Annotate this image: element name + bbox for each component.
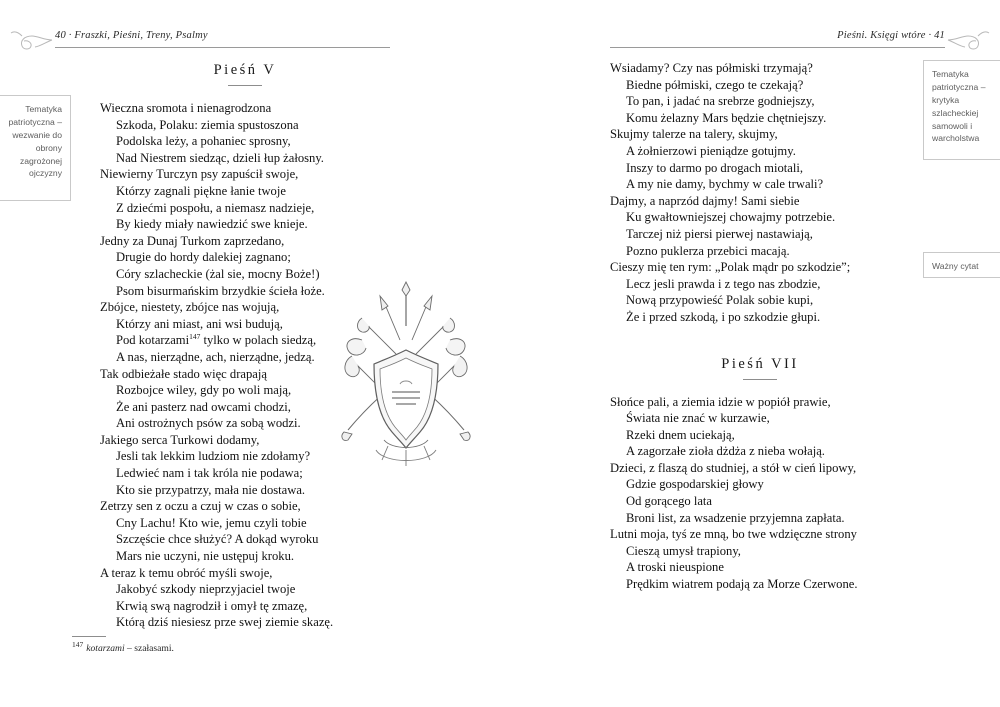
- verse-line: Słońce pali, a ziemia idzie w popiół prawie,: [610, 394, 831, 409]
- poem-verse-piesn-7: [610, 394, 910, 593]
- verse-line: A żołnierzowi pieniądze gotujmy.: [626, 143, 796, 158]
- verse-line: A troski nieuspione: [626, 560, 724, 575]
- margin-note-important-quote: Ważny cytat: [923, 252, 1000, 278]
- verse-line: Jesli tak lekkim ludziom nie zdołamy?: [116, 449, 311, 464]
- footnote-reference[interactable]: 147: [189, 332, 201, 342]
- verse-line: Że i przed szkodą, i po szkodzie głupi.: [626, 309, 821, 324]
- verse-line: A my nie damy, bychmy w cale trwali?: [626, 177, 824, 192]
- footnote-term: kotarzami: [86, 643, 125, 654]
- verse-line: Wsiadamy? Czy nas półmiski trzymają?: [610, 61, 813, 75]
- poem-title-piesn-7: Pieśń VII: [610, 356, 910, 380]
- verse-line: Rzeki dnem uciekają,: [626, 427, 735, 442]
- footnote-area: [72, 636, 392, 655]
- verse-line: Którzy ani miast, ani wsi budują,: [116, 316, 283, 331]
- verse-line: Szkoda, Polaku: ziemia spustoszona: [116, 117, 299, 132]
- verse-line: Świata nie znać w kurzawie,: [626, 411, 770, 426]
- verse-line: Że ani pasterz nad owcami chodzi,: [116, 399, 291, 414]
- verse-line: Ani ostrożnych psów za sobą wodzi.: [116, 416, 301, 431]
- verse-line: Lutni moja, tyś ze mną, bo twe wdzięczne strony: [610, 527, 857, 542]
- verse-line: Zbójce, niestety, zbójce nas wojują,: [100, 300, 280, 315]
- verse-line: Ku gwałtowniejszej chowajmy potrzebie.: [626, 210, 836, 225]
- verse-line: Komu żelazny Mars będzie chętniejszy.: [626, 110, 827, 125]
- verse-line: Podolska leży, a pohaniec sprosny,: [116, 134, 291, 149]
- verse-line: Od gorącego lata: [626, 494, 713, 509]
- footnote-definition: – szałasami.: [124, 643, 174, 654]
- verse-line: Pod kotarzami$^{147}$ tylko w polach siedzą,: [116, 332, 317, 348]
- verse-line: Dzieci, z flaszą do studniej, a stół w cień lipowy,: [610, 460, 857, 475]
- verse-line: A teraz k temu obróć myśli swoje,: [100, 565, 273, 580]
- verse-line: Jakobyć szkody nieprzyjaciel twoje: [116, 582, 296, 597]
- footnote-rule: [72, 636, 106, 637]
- running-head-left: 40 · Fraszki, Pieśni, Treny, Psalmy: [55, 30, 208, 41]
- coat-of-arms-with-weapons-emblem: [322, 280, 490, 480]
- verse-line: Krwią swą nagrodził i omył tę zmazę,: [116, 598, 308, 613]
- verse-line: Wieczna sromota i nienagrodzona: [100, 101, 272, 115]
- footnote-147: [72, 639, 392, 655]
- right-page-body: [610, 60, 910, 593]
- verse-line: Zetrzy sen z oczu a czuj w czas o sobie,: [100, 499, 301, 514]
- verse-line: Rozbojce wiley, gdy po woli mają,: [116, 383, 292, 398]
- verse-line: Córy szlacheckie (żal sie, mocny Boże!): [116, 266, 320, 281]
- verse-line: Prędkim wiatrem podają za Morze Czerwone.: [626, 577, 858, 592]
- verse-line: Z dziećmi pospołu, a niemasz nadzieje,: [116, 200, 315, 215]
- flourish-ornament-icon: [946, 24, 992, 54]
- verse-line: Jedny za Dunaj Turkom zaprzedano,: [100, 233, 285, 248]
- title-divider: [743, 379, 777, 380]
- margin-note-patriotic-theme: Tematyka patriotyczna – wezwanie do obrony zagrożonej ojczyzny: [0, 95, 71, 201]
- verse-line: Tarczej niż piersi pierwej nastawiają,: [626, 226, 813, 241]
- verse-line: A nas, nierządne, ach, nierządne, jedzą.: [116, 349, 315, 364]
- running-head-right: Pieśni. Księgi wtóre · 41: [837, 30, 945, 41]
- right-page: [500, 0, 1000, 707]
- verse-line: Dajmy, a naprzód dajmy! Sami siebie: [610, 193, 800, 208]
- verse-line: Tak odbieżałe stado więc drapają: [100, 366, 267, 381]
- verse-line: Cieszą umysł trapiony,: [626, 543, 741, 558]
- verse-line: Jakiego serca Turkowi dodamy,: [100, 432, 260, 447]
- verse-line: Ledwieć nam i tak króla nie podawa;: [116, 466, 303, 481]
- verse-line: Szczęście chce służyć? A dokąd wyroku: [116, 532, 319, 547]
- verse-line: Mars nie uczyni, nie ustępuj kroku.: [116, 549, 295, 564]
- verse-line: To pan, i jadać na srebrze godniejszy,: [626, 94, 815, 109]
- title-divider: [228, 85, 262, 86]
- verse-line: By kiedy miały nawiedzić swe knieje.: [116, 217, 308, 232]
- verse-line: Nad Niestrem siedząc, dzieli łup żałosny.: [116, 150, 324, 165]
- verse-line: Którzy zagnali piękne łanie twoje: [116, 183, 286, 198]
- verse-line: Broni list, za wsadzenie przyjemna zapłata.: [626, 510, 845, 525]
- verse-line: Skujmy talerze na talery, skujmy,: [610, 127, 778, 142]
- verse-line: Pozno puklerza przebici macają.: [626, 243, 790, 258]
- flourish-ornament-icon: [8, 24, 54, 54]
- verse-line: Lecz jesli prawda i z tego nas zbodzie,: [626, 276, 821, 291]
- header-rule-right: [610, 47, 945, 48]
- verse-line: Którą dziś niesiesz prze swej ziemie skazę.: [116, 615, 334, 630]
- verse-line: Cieszy mię ten rym: „Polak mądr po szkodzie”;: [610, 260, 851, 275]
- footnote-number: 147: [72, 639, 84, 649]
- header-rule-left: [55, 47, 390, 48]
- verse-line: Psom bisurmańskim brzydkie ścieła łoże.: [116, 283, 325, 298]
- verse-line: Biedne półmiski, czego te czekają?: [626, 77, 804, 92]
- verse-line: Kto sie przypatrzy, mała nie dostawa.: [116, 482, 306, 497]
- poem-verse-piesn-5-continued: [610, 60, 910, 326]
- poem-title-piesn-5: Pieśń V: [100, 62, 390, 86]
- verse-line: Nową przypowieść Polak sobie kupi,: [626, 293, 814, 308]
- verse-line: Cny Lachu! Kto wie, jemu czyli tobie: [116, 515, 307, 530]
- margin-note-szlachta-critique: Tematyka patriotyczna – krytyka szlacheckiej samowoli i warcholstwa: [923, 60, 1000, 160]
- verse-line: Inszy to darmo po drogach miotali,: [626, 160, 803, 175]
- verse-line: Gdzie gospodarskiej głowy: [626, 477, 764, 492]
- verse-line: A zagorzałe zioła dżdża z nieba wołają.: [626, 444, 825, 459]
- verse-line: Niewierny Turczyn psy zapuścił swoje,: [100, 167, 299, 182]
- verse-line: Drugie do hordy dalekiej zagnano;: [116, 250, 291, 265]
